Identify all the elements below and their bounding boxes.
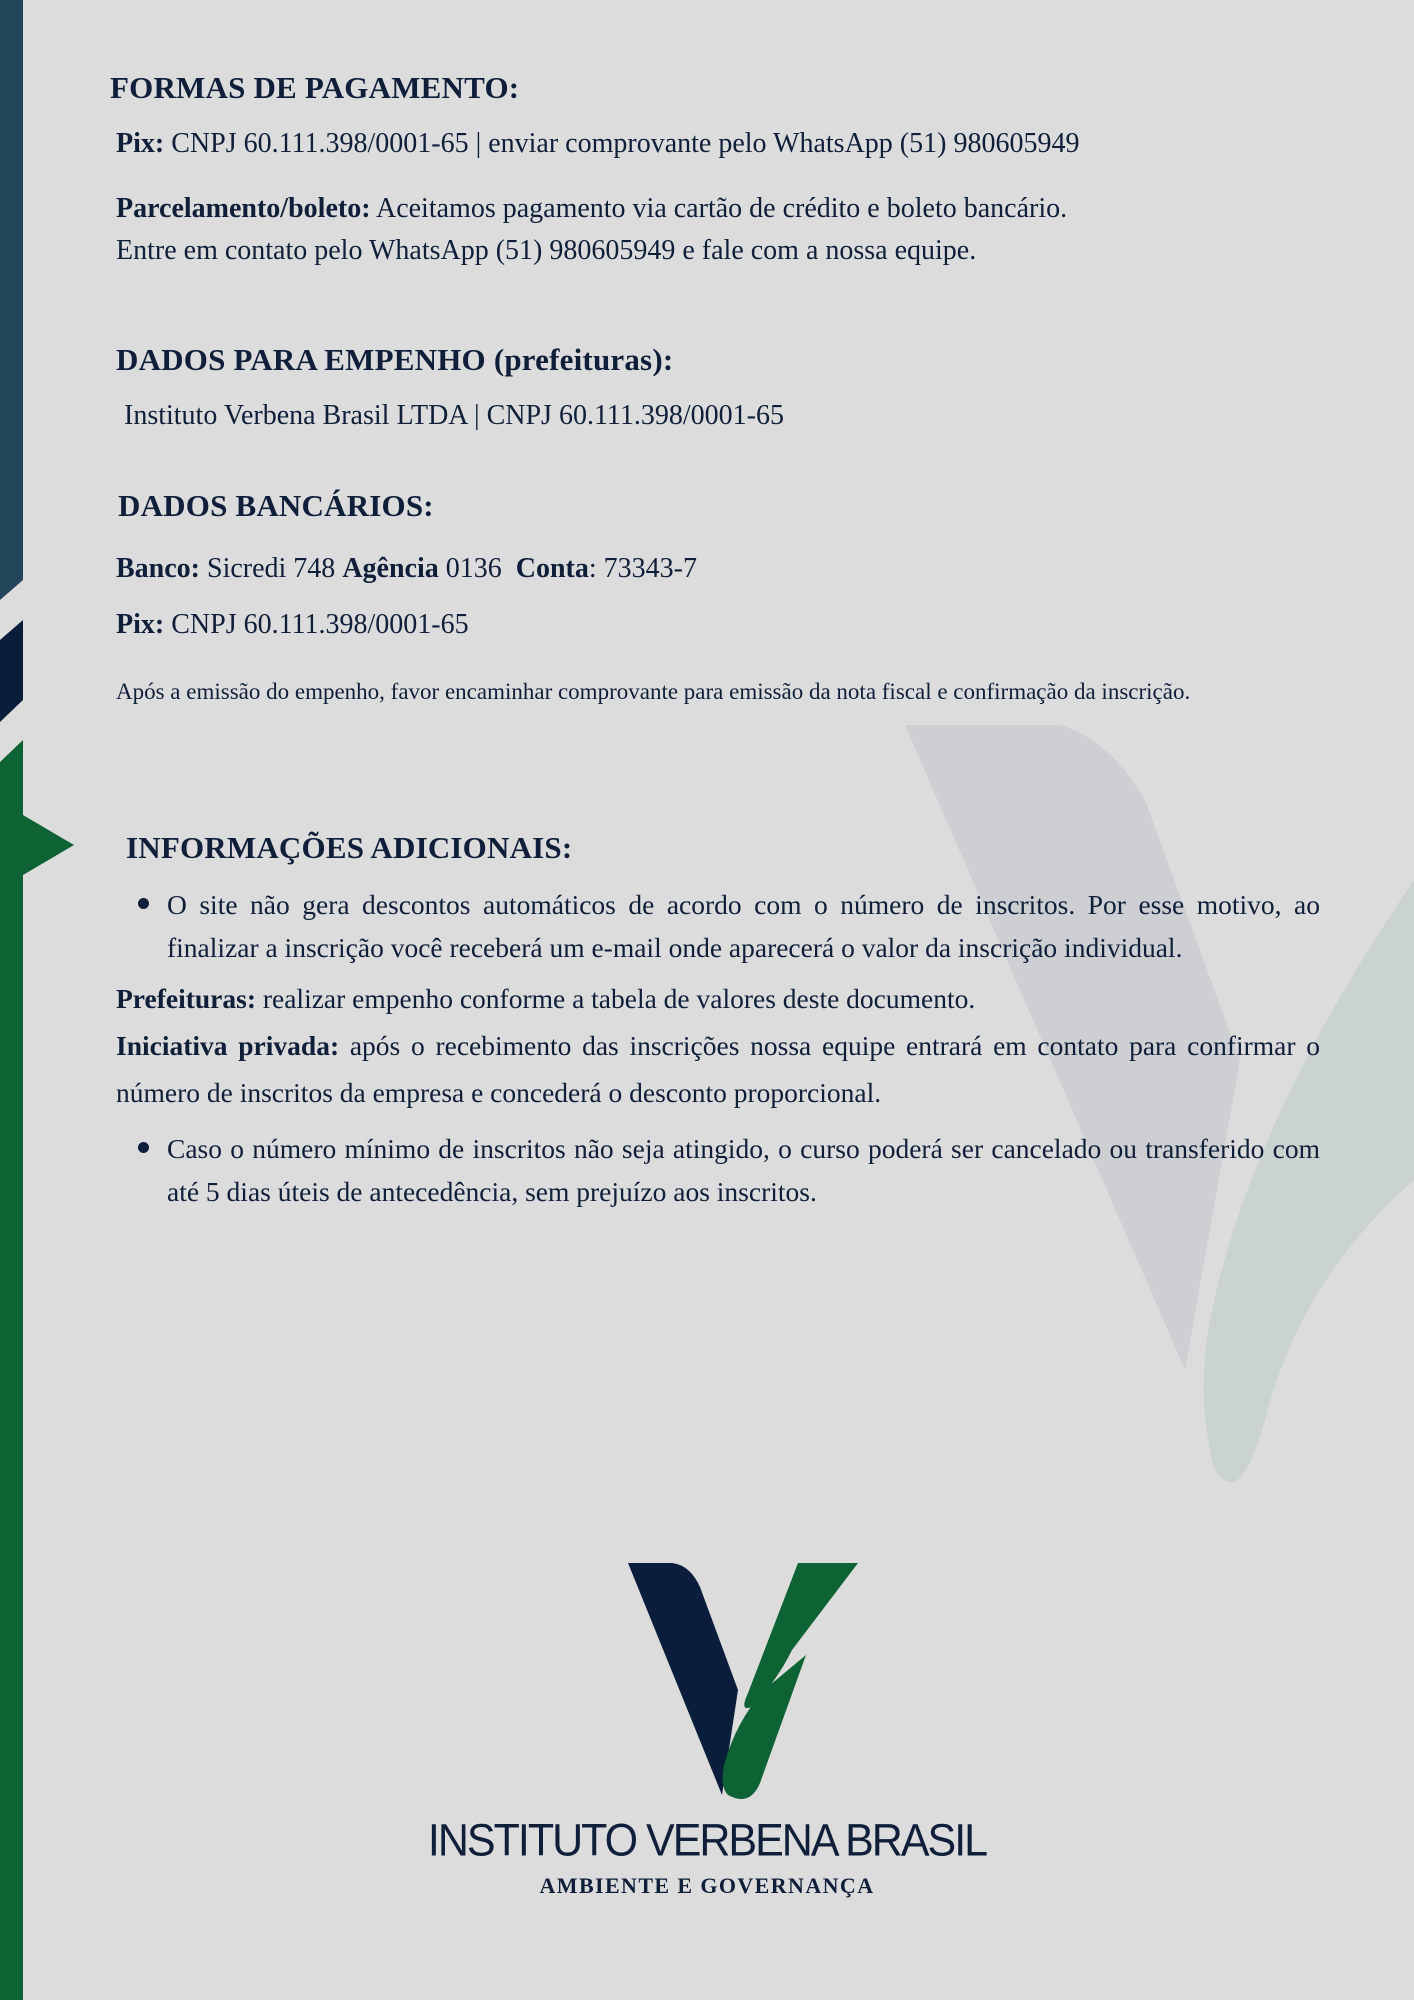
- info-bullet-minimum: Caso o número mínimo de inscritos não seja atingido, o curso poderá ser cancelado ou transferido com até 5 dias úteis de antecedência, sem prejuízo aos inscritos.: [167, 1133, 1320, 1207]
- info-prefeituras-line: [116, 975, 1320, 1022]
- bank-label: Banco:: [116, 553, 200, 584]
- payment-installment-line: [116, 193, 1067, 225]
- empenho-heading: DADOS PARA EMPENHO (prefeituras):: [116, 342, 674, 377]
- payment-installment-contact: Entre em contato pelo WhatsApp (51) 980605949 e fale com a nossa equipe.: [116, 235, 977, 266]
- bank-note: Após a emissão do empenho, favor encaminhar comprovante para emissão da nota fiscal e confirmação da inscrição.: [116, 679, 1191, 704]
- verbena-v-logo-icon: [620, 1555, 860, 1805]
- payment-installment-text: Aceitamos pagamento via cartão de crédito e boleto bancário.: [370, 193, 1068, 224]
- bank-pix-value: CNPJ 60.111.398/0001-65: [164, 609, 469, 640]
- payment-pix-line: [116, 128, 1079, 160]
- info-private-paragraph: [116, 1022, 1320, 1116]
- bank-heading: DADOS BANCÁRIOS:: [118, 488, 434, 523]
- info-prefeituras-label: Prefeituras:: [116, 983, 256, 1014]
- empenho-company: Instituto Verbena Brasil LTDA | CNPJ 60.111.398/0001-65: [124, 400, 784, 431]
- bullet-icon: [138, 1142, 149, 1153]
- account-label: Conta: [515, 553, 589, 584]
- bank-details-line: [116, 553, 697, 585]
- payment-pix-text: CNPJ 60.111.398/0001-65 | enviar comprovante pelo WhatsApp (51) 980605949: [164, 128, 1080, 159]
- account-value: : 73343-7: [588, 553, 697, 584]
- payment-pix-label: Pix:: [116, 128, 165, 159]
- agency-label: Agência: [342, 553, 439, 584]
- agency-value: 0136: [438, 553, 516, 584]
- info-bullet-discounts: O site não gera descontos automáticos de acordo com o número de inscritos. Por esse motivo, ao finalizar a inscrição você receberá um e-mail onde aparecerá o valor da inscrição individual.: [167, 889, 1320, 963]
- info-prefeituras-text: realizar empenho conforme a tabela de valores deste documento.: [255, 983, 976, 1014]
- bank-pix-label: Pix:: [116, 609, 165, 640]
- bullet-icon: [138, 898, 149, 909]
- info-private-label: Iniciativa privada:: [116, 1030, 340, 1061]
- logo-title: INSTITUTO VERBENA BRASIL: [427, 1815, 987, 1867]
- logo-subtitle: AMBIENTE E GOVERNANÇA: [539, 1873, 875, 1898]
- bank-pix-line: [116, 609, 469, 641]
- info-private-text: após o recebimento das inscrições nossa equipe entrará em contato para confirmar o número de inscritos da empresa e concederá o desconto proporcional.: [116, 1030, 1321, 1108]
- payment-heading: FORMAS DE PAGAMENTO:: [110, 70, 520, 105]
- info-heading: INFORMAÇÕES ADICIONAIS:: [126, 830, 573, 865]
- payment-installment-label: Parcelamento/boleto:: [116, 193, 371, 224]
- bank-value: Sicredi 748: [200, 553, 343, 584]
